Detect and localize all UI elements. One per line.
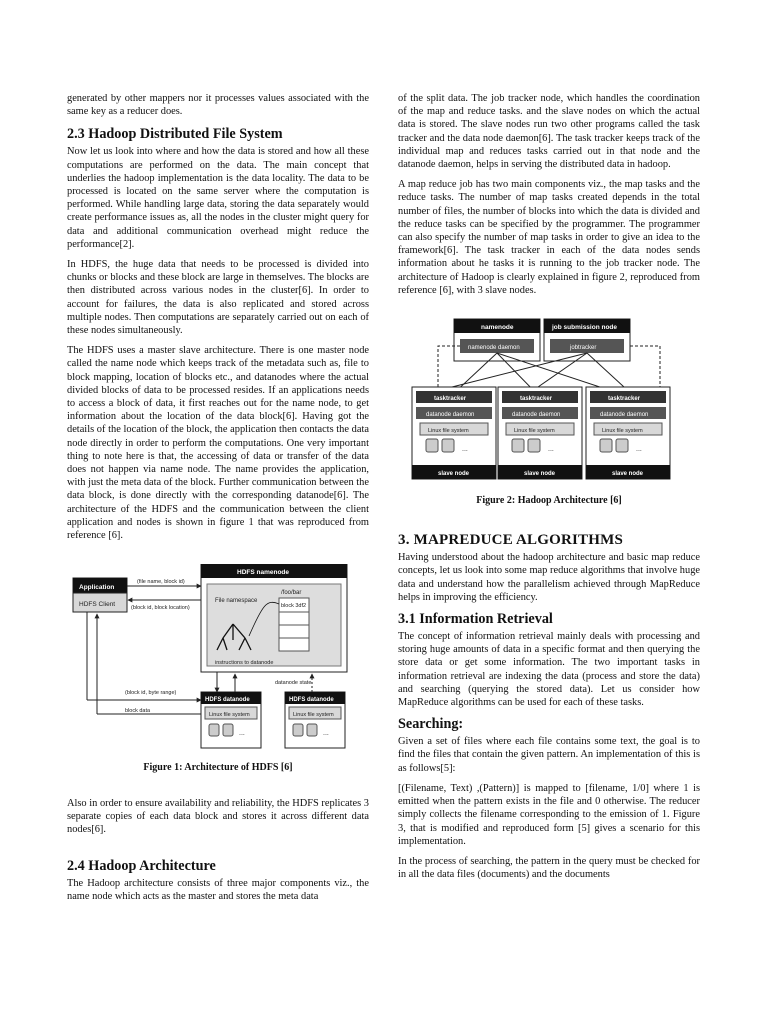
intro-paragraph: generated by other mappers nor it processes values associated with the same key as a reducer does. <box>67 93 369 118</box>
datanode-2-more: ... <box>323 730 329 738</box>
request-label: (file name, block id) <box>137 579 185 586</box>
figure-1-caption: Figure 1: Architecture of HDFS [6] <box>143 762 293 774</box>
slave-1-more: ... <box>462 446 468 454</box>
datanode-daemon-2-label: datanode daemon <box>512 412 561 419</box>
datanode-1-more: ... <box>239 730 245 738</box>
block-label: block 3df2 <box>281 603 307 610</box>
namenode-box <box>201 564 347 672</box>
continuation-paragraph: of the split data. The job tracker node, which handles the coordination of the map and reduce tasks. and the slave nodes on which the actual data is stored. The slave nodes run two other programs called the task tracker and the data node daemon[6]. The task tracker keeps track of the individual map and reduces tasks carried out in that node and the datanode daemon, helps in serving the distributed data in hadoop. <box>398 93 700 171</box>
block-data-label: block data <box>125 708 151 715</box>
section-2-4-heading: 2.4 Hadoop Architecture <box>67 858 216 875</box>
section-3-paragraph: Having understood about the hadoop architecture and basic map reduce concepts, let us look into some map reduce algorithms that involve huge data and understand how the parallelism achieved through MapReduce helps in improving the efficiency. <box>398 552 700 603</box>
namenode-daemon-label: namenode daemon <box>468 345 520 352</box>
namenode-box <box>454 319 540 361</box>
job-submission-label: job submission node <box>552 324 618 332</box>
slave-node-2-label: slave node <box>524 471 556 478</box>
tasktracker-1-label: tasktracker <box>434 396 467 403</box>
namenode-label: HDFS namenode <box>237 569 290 577</box>
linux-fs-2-label: Linux file system <box>293 712 334 719</box>
instructions-label: instructions to datanode <box>215 660 274 667</box>
namenode-label: namenode <box>481 324 514 332</box>
slave-node-2 <box>498 387 582 479</box>
datanode-daemon-1-label: datanode daemon <box>426 412 475 419</box>
application-label: Application <box>79 584 115 592</box>
section-2-3-heading: 2.3 Hadoop Distributed File System <box>67 126 283 143</box>
linux-fs-2-label: Linux file system <box>514 428 555 435</box>
searching-paragraph-3: In the process of searching, the pattern in the query must be checked for in all the data files (documents) and the documents <box>398 855 700 881</box>
searching-paragraph-1: Given a set of files where each file contains some text, the goal is to find the files that contain the given pattern. An implementation of this is as follows[5]: <box>398 736 700 774</box>
slave-node-1 <box>412 387 496 479</box>
slave-3-more: ... <box>636 446 642 454</box>
searching-paragraph-2: [(Filename, Text) ,(Pattern)] is mapped to [filename, 1/0] where 1 is emitted when the pattern exists in the file and 0 otherwise. The reducer simply collects the filename corresponding to the emission of 1. Figure 3, that is modified and reproduced form [5] gives a scenario for this implementation. <box>398 782 700 847</box>
linux-fs-1-label: Linux file system <box>209 712 250 719</box>
jobtracker-label: jobtracker <box>570 345 597 352</box>
right-column <box>398 92 700 888</box>
hdfs-paragraph-3: The HDFS uses a master slave architecture. There is one master node called the name node which keeps track of the metadata such as, file to block mapping, location of blocks etc., and datanodes where the actual divided blocks of data to be processed resides. If an applications needs to access a block of data, it first reaches out for the name node, to get information about the location of the data block[6]. Having got the details of the location of the block, the application then contacts the data node directly in order to perform the computations. One very important thing to note here is that, the accessing of data or transfer of the data does not happen via name node. The name provides the application, with just the meta data of the block. Further communication between the data block, is done directly with the corresponding datanode[6]. The architecture of the HDFS and the communication between the client application and nodes is shown in figure 1 that was reproduced from reference [6]. <box>67 345 369 542</box>
datanode-1 <box>201 692 261 748</box>
file-namespace-label: File namespace <box>215 598 258 605</box>
searching-heading: Searching: <box>398 716 464 733</box>
slave-node-3-label: slave node <box>612 471 644 478</box>
section-3-1-heading: 3.1 Information Retrieval <box>398 611 553 628</box>
datanode-state-label: datanode state <box>275 680 312 687</box>
response-label: (block id, block location) <box>131 605 190 612</box>
job-submission-box <box>544 319 630 361</box>
information-retrieval-paragraph: The concept of information retrieval mainly deals with processing and storing huge amounts of data in a specific format and then querying the store data or get some information. The two important tasks in information retrieval are indexing the data (process and store the data) and searching (querying the stored data). Let us consider how MapReduce algorithms can be used for each of these tasks. <box>398 631 700 709</box>
tasktracker-2-label: tasktracker <box>520 396 553 403</box>
architecture-paragraph: The Hadoop architecture consists of three major components viz., the name node which acts as the master and stores the meta data <box>67 878 369 903</box>
slave-node-1-label: slave node <box>438 471 470 478</box>
application-box <box>73 578 127 612</box>
figure-1 <box>67 564 369 759</box>
block-range-label: (block id, byte range) <box>125 690 177 697</box>
mapreduce-job-paragraph: A map reduce job has two main components viz., the map tasks and the reduce tasks. The number of map tasks created depends in the total number of files, the number of blocks into which the data is divided and the reduce tasks can be specified by the programmer. The programmer can also specify the number of map tasks in order to give an idea to the framework[6]. The task tracker in each of the data nodes sends information about he tasks it is running to the job tracker node. The architecture of Hadoop is clearly explained in figure 2, reproduced from reference [6], with 3 slave nodes. <box>398 179 700 296</box>
datanode-2 <box>285 692 345 748</box>
datanode-1-label: HDFS datanode <box>205 697 250 704</box>
hdfs-architecture-diagram <box>67 564 369 754</box>
slave-node-3 <box>586 387 670 479</box>
left-column <box>67 92 369 911</box>
linux-fs-3-label: Linux file system <box>602 428 643 435</box>
datanode-2-label: HDFS datanode <box>289 697 334 704</box>
hdfs-paragraph-2: In HDFS, the huge data that needs to be processed is divided into chunks or blocks and these block are large in themselves. The blocks are then distributed across various nodes in the cluster[6]. In order to account for failures, the data is also replicated and stored across multiple nodes. Then computations are separately carried out on each of these nodes simultaneously. <box>67 259 369 337</box>
hadoop-architecture-diagram <box>398 317 700 485</box>
foo-bar-label: /foo/bar <box>281 590 302 597</box>
hdfs-paragraph-1: Now let us look into where and how the data is stored and how all these computations are performed on the data. The main concept that underlies the hadoop implementation is the data locality. The data to be processed is located on the same server where the computation is performed. While handling large data, storing the data separately would create performance issues as, all the nodes in the cluster might query for data and additional communication overhead might reduce the performance[2]. <box>67 146 369 250</box>
replication-paragraph: Also in order to ensure availability and reliability, the HDFS replicates 3 separate copies of each data block and stores it across different data nodes[6]. <box>67 797 369 835</box>
tasktracker-3-label: tasktracker <box>608 396 641 403</box>
figure-2-caption: Figure 2: Hadoop Architecture [6] <box>476 495 622 507</box>
figure-2 <box>398 317 700 490</box>
linux-fs-1-label: Linux file system <box>428 428 469 435</box>
datanode-daemon-3-label: datanode daemon <box>600 412 649 419</box>
section-3-heading: 3. MAPREDUCE ALGORITHMS <box>398 532 624 549</box>
hdfs-client-label: HDFS Client <box>79 601 116 609</box>
slave-2-more: ... <box>548 446 554 454</box>
